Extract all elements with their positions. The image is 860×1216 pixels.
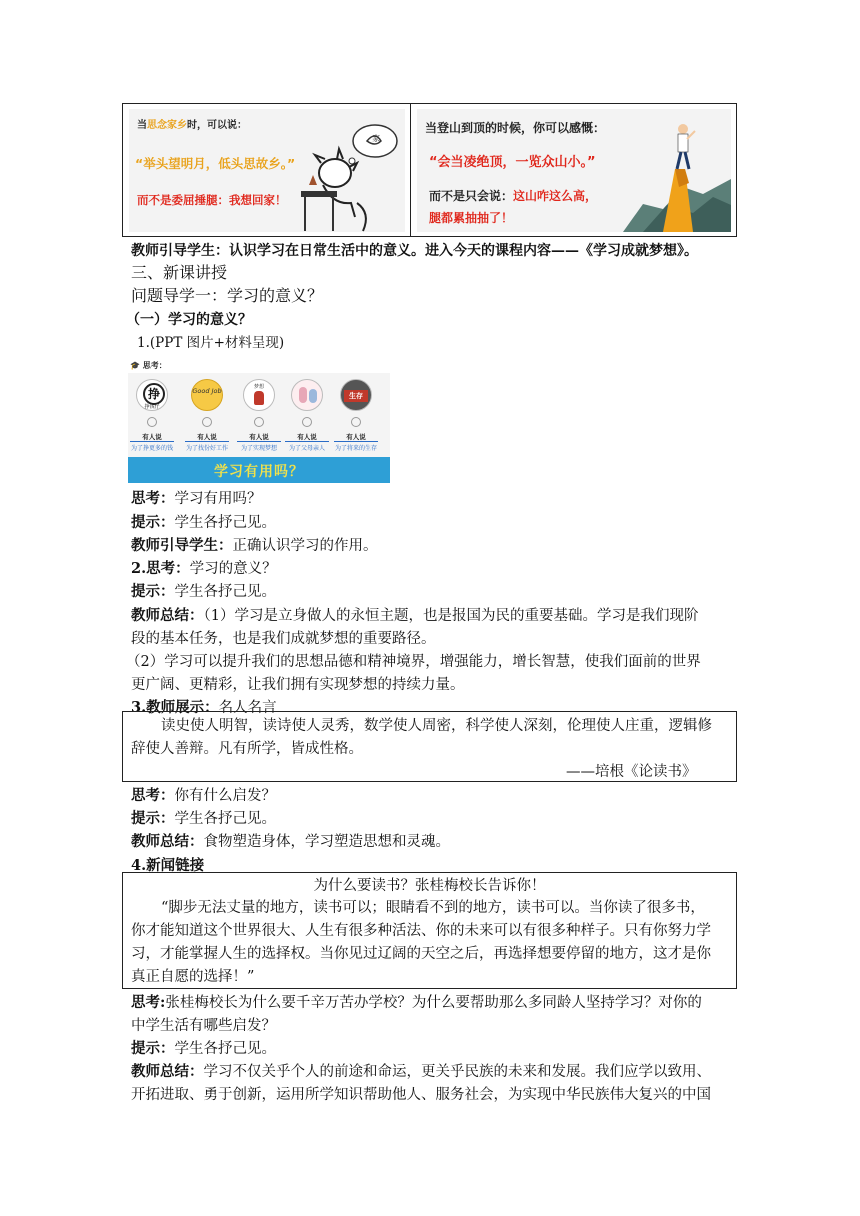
parents-icon: [291, 379, 323, 411]
news-line3: 习，才能掌握人生的选择权。当你见过辽阔的天空之后，再选择想要停留的地方，这才是你: [131, 946, 711, 962]
think-4: 思考:张桂梅校长为什么要千辛万苦办学校？为什么要帮助那么多同龄人坚持学习？对你的: [131, 994, 702, 1011]
bubble-text: 家: [372, 134, 380, 143]
hint-1: 提示：学生各抒己见。: [131, 514, 276, 531]
teacher-guide-intro: 教师引导学生：认识学习在日常生活中的意义。进入今天的课程内容——《学习成就梦想》。: [131, 243, 698, 259]
teacher-summary-4: 教师总结：学习不仅关乎个人的前途和命运，更关乎民族的未来和发展。我们应学以致用、: [131, 1063, 711, 1080]
hint-3: 提示：学生各抒己见。: [131, 810, 276, 827]
hint-2: 提示：学生各抒己见。: [131, 583, 276, 600]
homesick-heading: 当思念家乡时，可以说：: [137, 120, 247, 131]
homesick-quote: “举头望明月，低头思故乡。”: [135, 156, 296, 171]
teacher-summary-2: 教师总结：（1）学习是立身做人的永恒主题，也是报国为民的重要基础。学习是我们现阶: [131, 607, 699, 624]
news-title: 为什么要读书？张桂梅校长告诉你！: [313, 878, 546, 894]
teacher-guide-1: 教师引导学生：正确认识学习的作用。: [131, 537, 378, 554]
good-job-icon: [191, 379, 223, 411]
news-link-heading: 4.新闻链接: [131, 857, 205, 874]
intro-table: [122, 103, 737, 237]
ppt-caption: 1.(PPT 图片+材料呈现): [137, 335, 285, 351]
think-1: 思考：学习有用吗？: [131, 490, 262, 507]
news-line2: 你才能知道这个世界很大、人生有很多种活法、你的未来可以有很多种样子。只有你努力学: [131, 923, 711, 939]
summary-2-line3: （2）学习可以提升我们的思想品德和精神境界，增强能力，增长智慧，使我们面前的世界: [126, 654, 701, 670]
think-2: 2.思考：学习的意义？: [131, 560, 277, 577]
mountain-quote: “会当凌绝顶，一览众山小。”: [429, 155, 596, 170]
think-3: 思考：你有什么启发？: [131, 787, 276, 804]
teacher-summary-3: 教师总结：食物塑造身体，学习塑造思想和灵魂。: [131, 833, 450, 850]
section-heading: 三、新课讲授: [131, 263, 228, 282]
mountain-image: [417, 109, 731, 232]
mountain-climber-illustration: [623, 109, 731, 232]
quote-source: ——培根《论读书》: [566, 764, 697, 780]
teacher-display-3: 3.教师展示：名人名言: [131, 699, 277, 716]
question-guide-1: 问题导学一：学习的意义？: [131, 286, 324, 305]
summary-4-line2: 开拓进取、勇于创新，运用所学知识帮助他人、服务社会，为实现中华民族伟大复兴的中国: [131, 1087, 711, 1103]
mountain-bad-example-2: 腿都累抽抽了！: [429, 211, 514, 225]
homesick-cartoon-illustration: [297, 115, 405, 232]
ppt-think-label: 🎓 思考：: [130, 361, 167, 370]
ppt-banner-text: 学习有用吗？: [214, 464, 304, 480]
news-line1: “脚步无法丈量的地方，读书可以；眼睛看不到的地方，读书可以。当你读了很多书，: [161, 900, 705, 916]
homesick-bad-example: 而不是委屈捶腿：我想回家！: [137, 193, 287, 207]
hint-4: 提示：学生各抒己见。: [131, 1040, 276, 1057]
quote-line1: 读史使人明智，读诗使人灵秀，数学使人周密，科学使人深刻，伦理使人庄重，逻辑修: [161, 718, 712, 734]
quote-line2: 辞使人善辩。凡有所学，皆成性格。: [131, 741, 363, 757]
think-4-line2: 中学生活有哪些启发？: [131, 1018, 276, 1034]
table-divider: [410, 104, 411, 236]
mountain-heading: 当登山到顶的时候，你可以感慨：: [425, 121, 606, 135]
summary-2-line4: 更广阔、更精彩，让我们拥有实现梦想的持续力量。: [131, 677, 465, 693]
news-line4: 真正自愿的选择！”: [131, 969, 255, 985]
subsection-heading: （一）学习的意义？: [126, 312, 252, 328]
homesick-image: [129, 109, 405, 232]
summary-2-line2: 段的基本任务，也是我们成就梦想的重要路径。: [131, 631, 436, 647]
ppt-image: 🎓 思考： 挣 挣钱仔 Good Job 梦想 生存 有人说 有人说 有人说 有人说 有人说 为了挣更多的钱 为了找份好工作 为了实现梦想 为了父母亲人 为了将来的生存 学习有用吗？: [128, 359, 390, 483]
mountain-bad-example: 而不是只会说：这山咋这么高，: [429, 189, 598, 203]
